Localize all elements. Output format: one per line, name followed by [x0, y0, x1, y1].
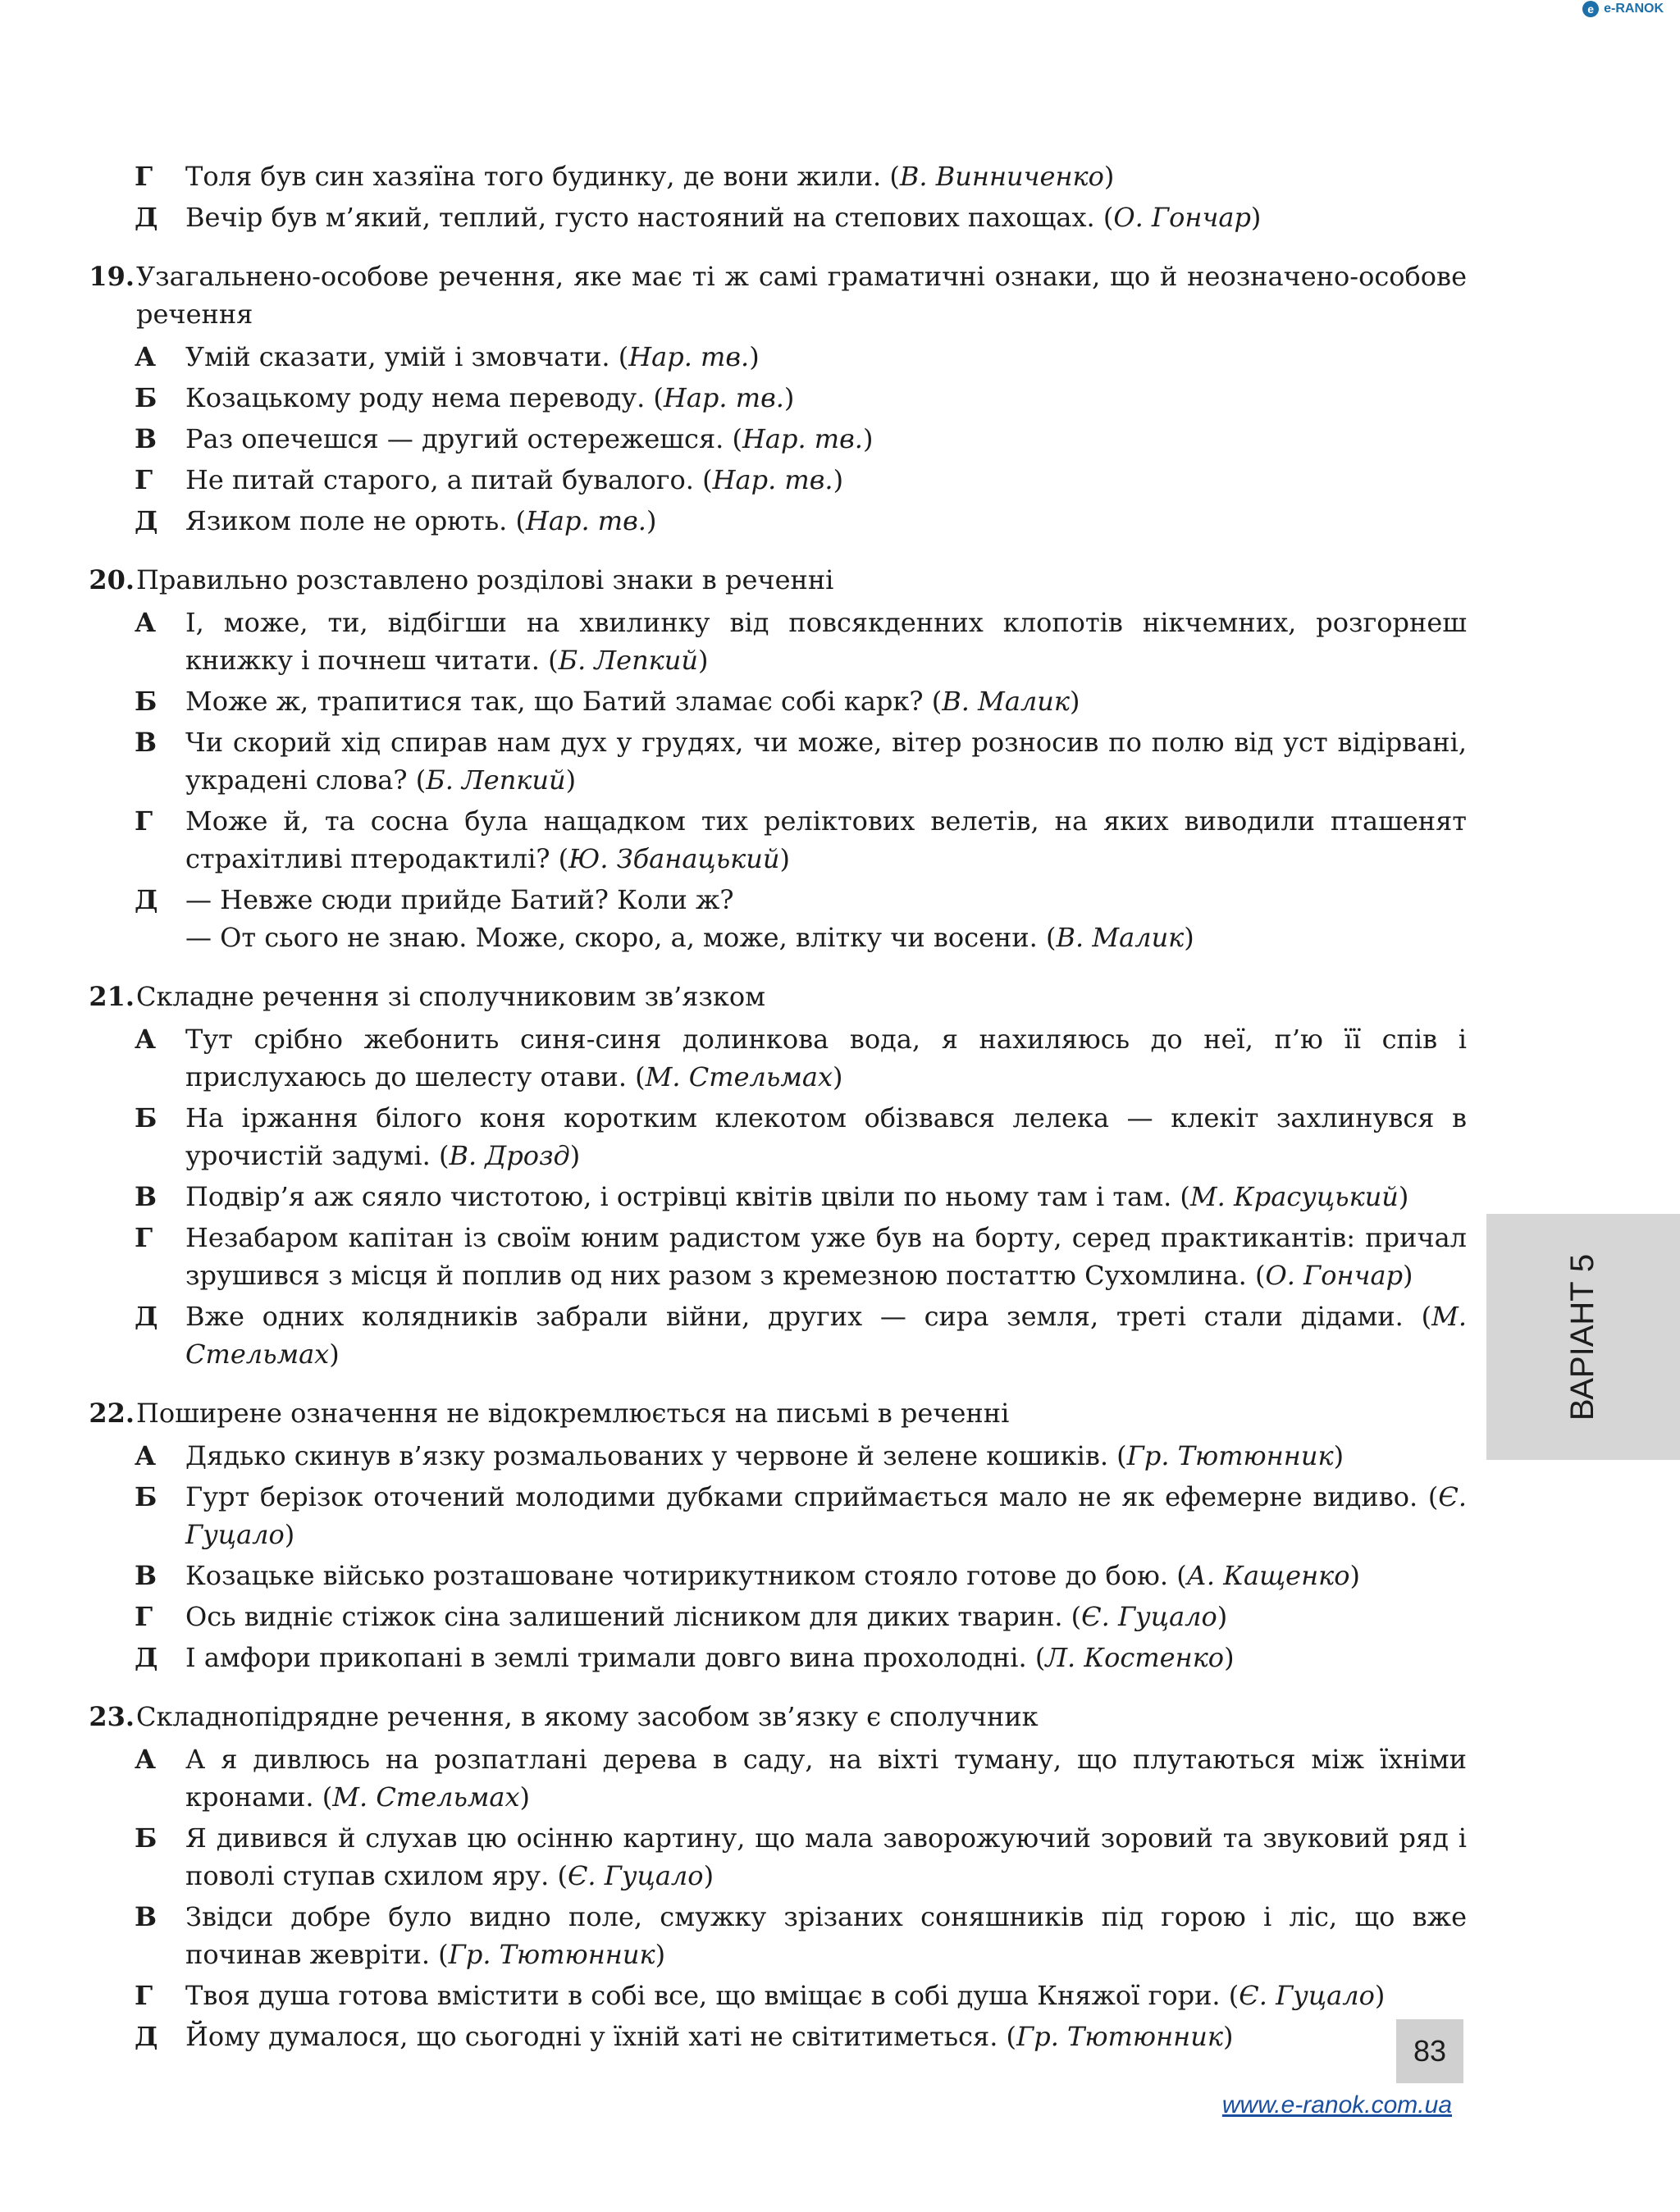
option-sentence: Раз опечешся — другий остережешся. (	[185, 423, 742, 454]
question-number: 22.	[89, 1398, 135, 1429]
option-author: Б. Лепкий	[558, 645, 698, 676]
option-text	[185, 723, 1467, 799]
option-sentence: І амфори прикопані в землі тримали довго вина прохолодні. (	[185, 1642, 1046, 1673]
option-sentence: Язиком поле не орють. (	[185, 505, 526, 536]
option-letter: Г	[135, 1601, 153, 1632]
option-author: В. Малик	[1056, 922, 1185, 953]
option-sentence: Чи скорий хід спирав нам дух у грудях, чи може, вітер розносив по полю від уст відірвані, украдені слова? (	[185, 727, 1467, 796]
option-author: Є. Гуцало	[1239, 1980, 1375, 2011]
option-sentence: Незабаром капітан із своїм юним радистом уже був на борту, серед практикантів: причал зрушився з місця й поплив од них разом з кремезною постаттю Сухомлина. (	[185, 1222, 1467, 1291]
option-author: Нар. тв.	[525, 505, 646, 536]
option-text	[185, 2018, 1467, 2055]
option-letter: А	[135, 607, 157, 638]
option-letter: Д	[135, 884, 158, 915]
question-number: 23.	[89, 1701, 135, 1732]
answer-option	[135, 1099, 1467, 1174]
option-author: Нар. тв.	[742, 423, 863, 454]
option-close-paren: )	[1224, 1642, 1235, 1673]
option-text	[185, 682, 1467, 720]
option-letter: Д	[135, 2021, 158, 2052]
option-close-paren: )	[1349, 1560, 1360, 1591]
question-text: Поширене означення не відокремлюється на письмі в реченні	[136, 1398, 1010, 1429]
option-text	[185, 1437, 1467, 1475]
option-text	[185, 420, 1467, 458]
option-sentence: Я дивився й слухав цю осінню картину, що мала заворожуючий зоровий та звуковий ряд і поволі ступав схилом яру. (	[185, 1822, 1467, 1891]
option-letter: В	[135, 1901, 158, 1932]
option-sentence: Твоя душа готова вмістити в собі все, що вміщає в собі душа Княжої гори. (	[185, 1980, 1239, 2011]
option-sentence: Може й, та сосна була нащадком тих реліктових велетів, на яких виводили пташенят страхітливі птеродактилі? (	[185, 805, 1467, 874]
option-text	[185, 502, 1467, 540]
option-text	[185, 461, 1467, 499]
option-author: В. Винниченко	[899, 161, 1104, 192]
option-close-paren: )	[329, 1339, 340, 1370]
option-letter: А	[135, 1744, 157, 1775]
option-close-paren: )	[284, 1519, 295, 1550]
option-close-paren: )	[1069, 686, 1080, 717]
answer-option	[135, 502, 1467, 540]
answer-option	[135, 802, 1467, 878]
answer-option	[135, 461, 1467, 499]
option-text	[185, 338, 1467, 376]
option-sentence: Вже одних колядників забрали війни, других — сира земля, треті стали дідами. (	[185, 1301, 1432, 1332]
option-text	[185, 881, 1467, 956]
option-author: В. Дрозд	[449, 1140, 570, 1171]
option-letter: Д	[135, 202, 158, 233]
question-prompt	[84, 561, 1467, 599]
option-text	[185, 1898, 1467, 1973]
option-text	[185, 1819, 1467, 1895]
question-block	[84, 561, 1467, 956]
question-text: Складне речення зі сполучниковим зв’язком	[136, 981, 766, 1012]
option-close-paren: )	[1403, 1260, 1413, 1291]
option-author: Б. Лепкий	[426, 764, 566, 796]
brand-logo	[1582, 0, 1664, 18]
answer-option	[135, 1977, 1467, 2014]
option-letter: Б	[135, 1822, 158, 1854]
option-sentence: Вечір був м’який, теплий, густо настояний на степових пахощах. (	[185, 202, 1114, 233]
option-author: М. Красуцький	[1189, 1181, 1399, 1212]
option-letter: Г	[135, 161, 153, 192]
option-sentence: І, може, ти, відбігши на хвилинку від повсякденних клопотів нікчемних, розгорнеш книжку і почнеш читати. (	[185, 607, 1467, 676]
answer-option	[135, 1178, 1467, 1215]
answer-option	[135, 881, 1467, 956]
answer-option	[135, 1437, 1467, 1475]
option-letter: А	[135, 1440, 157, 1471]
option-letter: Г	[135, 805, 153, 837]
option-close-paren: )	[833, 464, 844, 495]
answer-option	[135, 338, 1467, 376]
question-text: Узагальнено-особове речення, яке має ті ж самі граматичні ознаки, що й неозначено-особове речення	[136, 261, 1467, 330]
answer-option	[135, 1557, 1467, 1594]
option-sentence: Козацьке військо розташоване чотирикутником стояло готове до бою. (	[185, 1560, 1187, 1591]
answer-option	[135, 1020, 1467, 1096]
option-author: Є. Гуцало	[185, 1481, 1467, 1550]
page-number: 83	[1396, 2019, 1463, 2083]
option-author: А. Кащенко	[1186, 1560, 1350, 1591]
option-text	[185, 1219, 1467, 1294]
option-close-paren: )	[1184, 922, 1194, 953]
option-text	[185, 1178, 1467, 1215]
option-author: Л. Костенко	[1045, 1642, 1225, 1673]
option-letter: В	[135, 1181, 158, 1212]
option-author: Нар. тв.	[712, 464, 833, 495]
option-close-paren: )	[698, 645, 709, 676]
option-text	[185, 1298, 1467, 1373]
question-block	[84, 1394, 1467, 1676]
question-number: 20.	[89, 564, 135, 595]
option-text	[185, 1598, 1467, 1635]
option-author: М. Стельмах	[332, 1781, 520, 1813]
answer-option	[135, 1598, 1467, 1635]
option-author: Нар. тв.	[663, 382, 784, 413]
option-close-paren: )	[1398, 1181, 1409, 1212]
option-close-paren: )	[862, 423, 874, 454]
logo-text: e-RANOK	[1604, 2, 1664, 16]
question-number: 21.	[89, 981, 135, 1012]
option-letter: Б	[135, 686, 158, 717]
option-text	[185, 604, 1467, 679]
question-block	[84, 978, 1467, 1373]
option-close-paren: )	[703, 1860, 714, 1891]
option-close-paren: )	[749, 341, 760, 372]
option-author: Гр. Тютюнник	[448, 1939, 655, 1970]
answer-option	[135, 379, 1467, 417]
option-letter: Б	[135, 1481, 158, 1512]
option-text	[185, 1639, 1467, 1676]
option-text	[185, 198, 1467, 236]
option-close-paren: )	[655, 1939, 666, 1970]
option-text	[185, 1740, 1467, 1816]
answer-option	[135, 1219, 1467, 1294]
option-letter: А	[135, 1024, 157, 1055]
option-sentence: Не питай старого, а питай бувалого. (	[185, 464, 713, 495]
option-sentence: Звідси добре було видно поле, смужку зрізаних соняшників під горою і ліс, що вже починав жевріти. (	[185, 1901, 1467, 1970]
option-close-paren: )	[1222, 2021, 1234, 2052]
answer-option	[135, 1639, 1467, 1676]
option-close-paren: )	[783, 382, 795, 413]
answer-option	[135, 1478, 1467, 1553]
option-sentence: Толя був син хазяїна того будинку, де вони жили. (	[185, 161, 900, 192]
option-author: Гр. Тютюнник	[1016, 2021, 1223, 2052]
option-close-paren: )	[1250, 202, 1262, 233]
option-letter: В	[135, 1560, 158, 1591]
page-content	[84, 154, 1467, 2055]
option-author: М. Стельмах	[645, 1061, 833, 1092]
option-author: О. Гончар	[1265, 1260, 1404, 1291]
answer-option	[135, 1819, 1467, 1895]
option-text	[185, 1020, 1467, 1096]
option-close-paren: )	[832, 1061, 843, 1092]
answer-option	[135, 1740, 1467, 1816]
answer-option	[135, 1298, 1467, 1373]
option-close-paren: )	[1217, 1601, 1228, 1632]
question-block	[84, 258, 1467, 540]
answer-option	[135, 2018, 1467, 2055]
logo-e-icon: e	[1582, 1, 1599, 17]
question-prompt	[84, 258, 1467, 333]
option-author: Є. Гуцало	[567, 1860, 704, 1891]
option-text	[185, 1977, 1467, 2014]
option-close-paren: )	[1103, 161, 1115, 192]
option-text	[185, 157, 1467, 195]
option-author: Є. Гуцало	[1081, 1601, 1217, 1632]
option-letter: Г	[135, 1980, 153, 2011]
option-close-paren: )	[1333, 1440, 1344, 1471]
question-prompt	[84, 1394, 1467, 1432]
option-text	[185, 802, 1467, 878]
option-sentence: Дядько скинув в’язку розмальованих у червоне й зелене кошиків. (	[185, 1440, 1127, 1471]
option-text	[185, 1557, 1467, 1594]
variant-label: ВАРІАНТ 5	[1564, 1253, 1601, 1421]
option-author: Нар. тв.	[628, 341, 750, 372]
option-close-paren: )	[569, 1140, 581, 1171]
option-sentence: А я дивлюсь на розпатлані дерева в саду, на віхті туману, що плутаються між їхніми кронами. (	[185, 1744, 1467, 1813]
option-author: Гр. Тютюнник	[1126, 1440, 1334, 1471]
question-prompt	[84, 978, 1467, 1015]
option-author: В. Малик	[942, 686, 1070, 717]
option-close-paren: )	[565, 764, 577, 796]
question-block	[84, 1698, 1467, 2055]
option-text	[185, 1478, 1467, 1553]
answer-option	[135, 682, 1467, 720]
option-letter: Б	[135, 1102, 158, 1133]
variant-tab	[1486, 1214, 1680, 1460]
option-letter: А	[135, 341, 157, 372]
option-close-paren: )	[779, 843, 790, 874]
option-author: Ю. Збанацький	[568, 843, 780, 874]
option-close-paren: )	[519, 1781, 531, 1813]
option-sentence: Тут срібно жебонить синя-синя долинкова вода, я нахиляюсь до неї, п’ю її спів і прислухаюсь до шелесту отави. (	[185, 1024, 1467, 1092]
answer-option	[135, 604, 1467, 679]
question-text: Правильно розставлено розділові знаки в реченні	[136, 564, 834, 595]
option-letter: Г	[135, 464, 153, 495]
question-block	[84, 157, 1467, 236]
option-close-paren: )	[646, 505, 657, 536]
option-sentence: Йому думалося, що сьогодні у їхній хаті не світитиметься. (	[185, 2021, 1017, 2052]
question-prompt	[84, 1698, 1467, 1735]
option-sentence: Гурт берізок оточений молодими дубками сприймається мало не як ефемерне видиво. (	[185, 1481, 1439, 1512]
option-letter: Д	[135, 505, 158, 536]
answer-option	[135, 157, 1467, 195]
option-text	[185, 1099, 1467, 1174]
option-sentence: Умій сказати, умій і змовчати. (	[185, 341, 629, 372]
option-sentence: — Невже сюди прийде Батий? Коли ж? — От сього не знаю. Може, скоро, а, може, влітку чи восени. (	[185, 884, 1057, 953]
option-sentence: Може ж, трапитися так, що Батий зламає собі карк? (	[185, 686, 943, 717]
option-letter: Г	[135, 1222, 153, 1253]
option-sentence: На іржання білого коня коротким клекотом обізвався лелека — клекіт захлинувся в урочистій задумі. (	[185, 1102, 1467, 1171]
option-close-paren: )	[1374, 1980, 1386, 2011]
option-letter: Б	[135, 382, 158, 413]
answer-option	[135, 420, 1467, 458]
website-link[interactable]: www.e-ranok.com.ua	[1221, 2091, 1452, 2119]
option-letter: В	[135, 727, 158, 758]
option-sentence: Ось видніє стіжок сіна залишений лісником для диких тварин. (	[185, 1601, 1082, 1632]
question-text: Складнопідрядне речення, в якому засобом зв’язку є сполучник	[136, 1701, 1039, 1732]
option-author: О. Гончар	[1113, 202, 1251, 233]
option-letter: Д	[135, 1301, 158, 1332]
option-sentence: Подвір’я аж сяяло чистотою, і острівці квітів цвіли по ньому там і там. (	[185, 1181, 1190, 1212]
question-number: 19.	[89, 261, 135, 292]
option-author: М. Стельмах	[185, 1301, 1467, 1370]
answer-option	[135, 1898, 1467, 1973]
answer-option	[135, 198, 1467, 236]
option-sentence: Козацькому роду нема переводу. (	[185, 382, 664, 413]
answer-option	[135, 723, 1467, 799]
option-letter: В	[135, 423, 158, 454]
option-letter: Д	[135, 1642, 158, 1673]
option-text	[185, 379, 1467, 417]
